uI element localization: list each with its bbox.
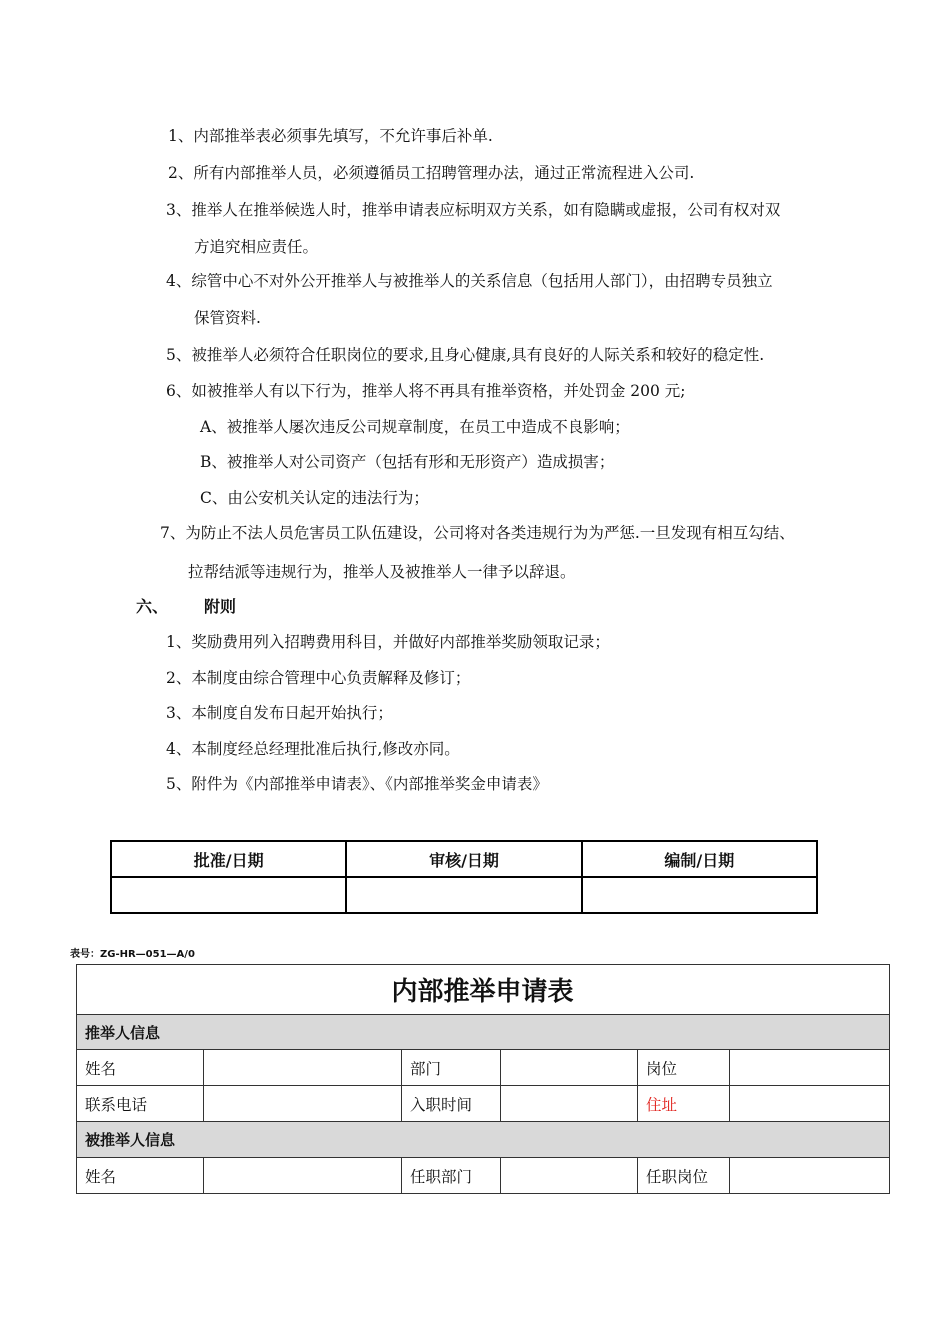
referrer-address-field[interactable] (730, 1086, 890, 1122)
rule-7-cont: 拉帮结派等违规行为，推举人及被推举人一律予以辞退。 (188, 563, 576, 581)
referee-name-field[interactable] (204, 1158, 402, 1194)
referral-form (76, 964, 890, 1194)
section-6-title: 附则 (204, 597, 237, 616)
rule-3: 3、推举人在推举候选人时，推举申请表应标明双方关系，如有隐瞒或虚报，公司有权对双 (166, 201, 781, 219)
appendix-item-2: 2、本制度由综合管理中心负责解释及修订； (166, 669, 471, 687)
referrer-position-field[interactable] (730, 1050, 890, 1086)
referrer-dept-field[interactable] (501, 1050, 638, 1086)
compile-cell[interactable] (582, 877, 817, 913)
target-position-label: 任职岗位 (638, 1158, 730, 1194)
approve-header: 批准/日期 (111, 841, 346, 877)
referee-section-header: 被推举人信息 (77, 1122, 890, 1158)
appendix-item-4: 4、本制度经总经理批准后执行,修改亦同。 (166, 740, 460, 758)
rule-4-cont: 保管资料. (194, 309, 261, 327)
review-cell[interactable] (346, 877, 581, 913)
referrer-phone-label: 联系电话 (77, 1086, 204, 1122)
review-header: 审核/日期 (346, 841, 581, 877)
rule-2: 2、所有内部推举人员，必须遵循员工招聘管理办法，通过正常流程进入公司. (168, 164, 695, 182)
referrer-name-field[interactable] (204, 1050, 402, 1086)
referrer-phone-field[interactable] (204, 1086, 402, 1122)
rule-6: 6、如被推举人有以下行为，推举人将不再具有推举资格，并处罚金 200 元; (166, 382, 686, 400)
target-dept-label: 任职部门 (402, 1158, 501, 1194)
referrer-dept-label: 部门 (402, 1050, 501, 1086)
target-dept-field[interactable] (501, 1158, 638, 1194)
approve-cell[interactable] (111, 877, 346, 913)
referrer-name-label: 姓名 (77, 1050, 204, 1086)
signoff-table (110, 840, 818, 914)
compile-header: 编制/日期 (582, 841, 817, 877)
rule-6-a: A、被推举人屡次违反公司规章制度，在员工中造成不良影响； (200, 418, 630, 436)
referrer-hire-date-label: 入职时间 (402, 1086, 501, 1122)
rule-6-c: C、由公安机关认定的违法行为； (200, 489, 429, 507)
appendix-item-1: 1、奖励费用列入招聘费用科目，并做好内部推举奖励领取记录； (166, 633, 610, 651)
referrer-position-label: 岗位 (638, 1050, 730, 1086)
referrer-address-label: 住址 (638, 1086, 730, 1122)
referee-name-label: 姓名 (77, 1158, 204, 1194)
appendix-item-3: 3、本制度自发布日起开始执行； (166, 704, 393, 722)
form-title: 内部推举申请表 (77, 965, 890, 1015)
target-position-field[interactable] (730, 1158, 890, 1194)
appendix-item-5: 5、附件为《内部推举申请表》、《内部推举奖金申请表》 (166, 775, 548, 793)
rule-5: 5、被推举人必须符合任职岗位的要求,且身心健康,具有良好的人际关系和较好的稳定性. (166, 346, 765, 364)
rule-4: 4、综管中心不对外公开推举人与被推举人的关系信息（包括用人部门），由招聘专员独立 (166, 272, 773, 290)
referrer-section-header: 推举人信息 (77, 1015, 890, 1050)
rule-6-b: B、被推举人对公司资产（包括有形和无形资产）造成损害； (200, 453, 615, 471)
rule-7: 7、为防止不法人员危害员工队伍建设，公司将对各类违规行为为严惩.一旦发现有相互勾结、 (160, 524, 795, 542)
referrer-hire-date-field[interactable] (501, 1086, 638, 1122)
section-6-number: 六、 (136, 597, 169, 616)
rule-1: 1、内部推举表必须事先填写，不允许事后补单. (168, 127, 493, 145)
form-number: 表号：ZG-HR—051—A/0 (70, 949, 195, 960)
rule-3-cont: 方追究相应责任。 (194, 238, 319, 256)
